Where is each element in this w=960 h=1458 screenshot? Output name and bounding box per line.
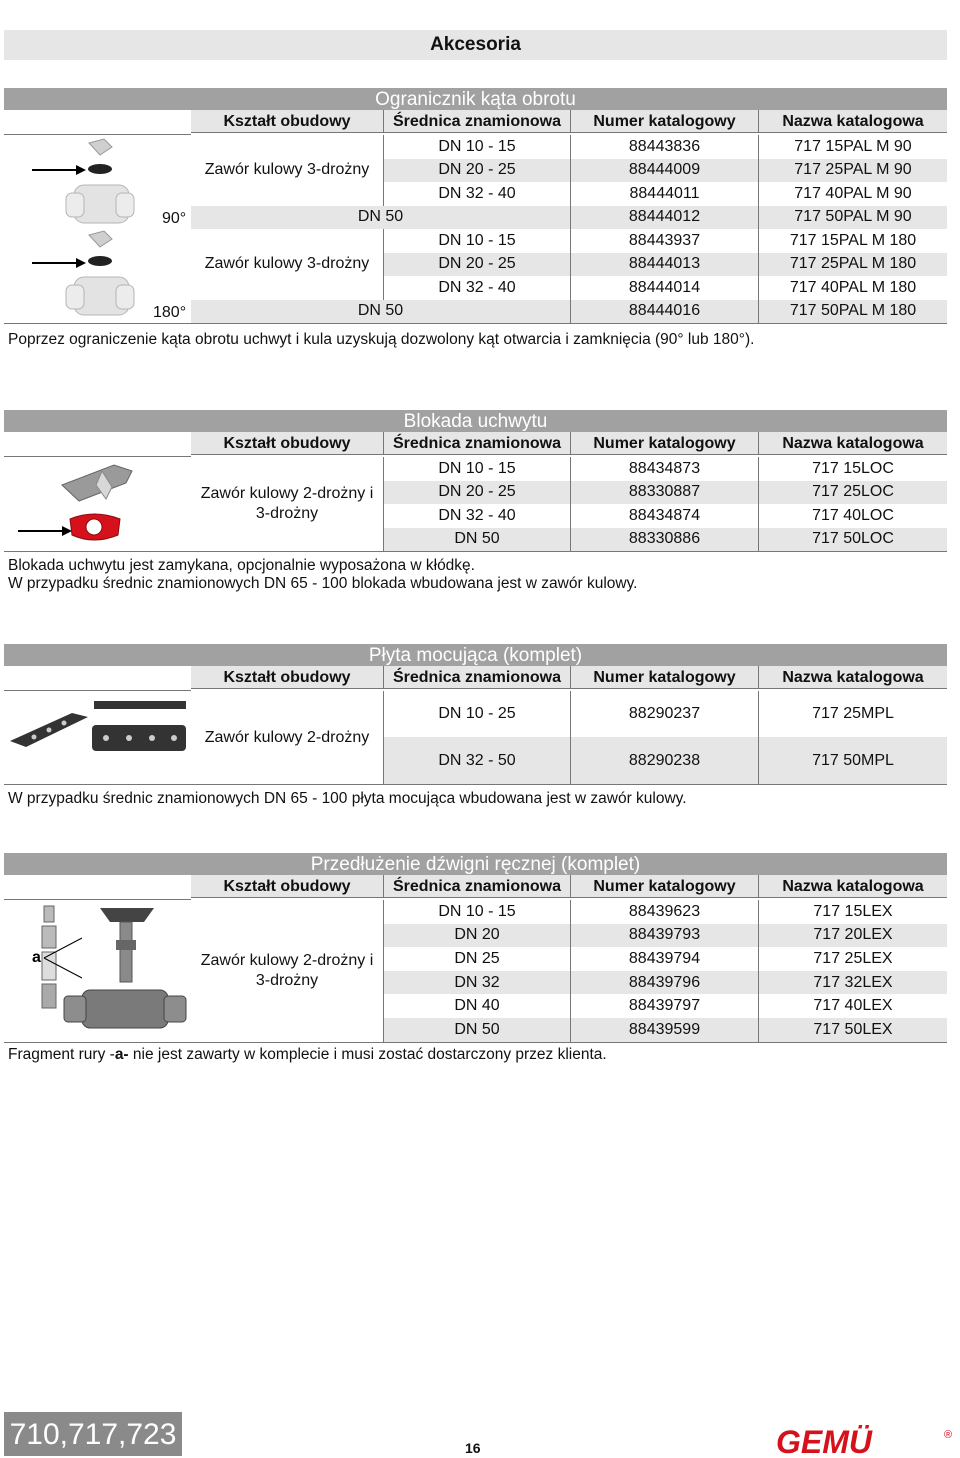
header-catalog-number: Numer katalogowy bbox=[570, 875, 758, 898]
header-catalog-name: Nazwa katalogowa bbox=[758, 432, 947, 455]
header-diameter: Średnica znamionowa bbox=[383, 875, 570, 898]
catalog-number-cell: 88434873 bbox=[570, 457, 758, 481]
catalog-name-cell: 717 25PAL M 90 bbox=[758, 159, 947, 183]
header-diameter: Średnica znamionowa bbox=[383, 666, 570, 689]
note-mounting-plate: W przypadku średnic znamionowych DN 65 - 100 płyta mocująca wbudowana jest w zawór kulowy. bbox=[8, 790, 687, 807]
diameter-cell: DN 10 - 15 bbox=[383, 229, 570, 253]
image-label-a: a bbox=[32, 949, 41, 966]
diameter-cell: DN 20 bbox=[383, 924, 570, 948]
catalog-number-cell: 88439793 bbox=[570, 924, 758, 948]
catalog-number-cell: 88434874 bbox=[570, 504, 758, 528]
header-shape: Kształt obudowy bbox=[191, 110, 383, 133]
diameter-cell: DN 20 - 25 bbox=[383, 159, 570, 183]
note-angle-limiter: Poprzez ograniczenie kąta obrotu uchwyt i kula uzyskują dozwolony kąt otwarcia i zamknięcia (90° lub 180°). bbox=[8, 331, 755, 348]
catalog-name-cell: 717 15PAL M 180 bbox=[758, 229, 947, 253]
catalog-number-cell: 88439794 bbox=[570, 947, 758, 971]
diameter-cell: DN 20 - 25 bbox=[383, 481, 570, 505]
section-mounting-plate bbox=[4, 644, 947, 785]
diameter-cell: DN 50 bbox=[191, 300, 570, 324]
angle-label-180: 180° bbox=[153, 304, 187, 321]
section-lever-extension bbox=[4, 853, 947, 1043]
housing-shape-cell: Zawór kulowy 3-drożny bbox=[204, 255, 370, 273]
catalog-number-cell: 88443836 bbox=[570, 135, 758, 159]
header-catalog-number: Numer katalogowy bbox=[570, 110, 758, 133]
note-lever-extension bbox=[8, 1046, 607, 1064]
catalog-number-cell: 88439623 bbox=[570, 900, 758, 924]
diameter-cell: DN 32 bbox=[383, 971, 570, 995]
section-title: Ogranicznik kąta obrotu bbox=[4, 88, 947, 110]
table-lever-extension bbox=[4, 875, 947, 1043]
catalog-number-cell: 88439797 bbox=[570, 994, 758, 1018]
diameter-cell: DN 32 - 50 bbox=[383, 737, 570, 784]
header-catalog-name: Nazwa katalogowa bbox=[758, 666, 947, 689]
catalog-name-cell: 717 40LEX bbox=[758, 994, 947, 1018]
catalog-name-cell: 717 50MPL bbox=[758, 737, 947, 784]
lever-extension-drawing bbox=[4, 900, 191, 1041]
diameter-cell: DN 25 bbox=[383, 947, 570, 971]
handle-lock-drawing bbox=[4, 457, 191, 551]
catalog-number-cell: 88330887 bbox=[570, 481, 758, 505]
header-catalog-name: Nazwa katalogowa bbox=[758, 110, 947, 133]
header-shape: Kształt obudowy bbox=[191, 432, 383, 455]
catalog-name-cell: 717 40PAL M 90 bbox=[758, 182, 947, 206]
catalog-number-cell: 88444013 bbox=[570, 253, 758, 277]
diameter-cell: DN 10 - 15 bbox=[383, 135, 570, 159]
section-title: Płyta mocująca (komplet) bbox=[4, 644, 947, 666]
registered-mark: ® bbox=[944, 1429, 953, 1441]
catalog-name-cell: 717 50LEX bbox=[758, 1018, 947, 1042]
section-title: Blokada uchwytu bbox=[4, 410, 947, 432]
note-part-bold: a- bbox=[114, 1046, 129, 1063]
section-title: Przedłużenie dźwigni ręcznej (komplet) bbox=[4, 853, 947, 875]
catalog-name-cell: 717 40PAL M 180 bbox=[758, 276, 947, 300]
catalog-number-cell: 88444009 bbox=[570, 159, 758, 183]
catalog-name-cell: 717 20LEX bbox=[758, 924, 947, 948]
diameter-cell: DN 10 - 25 bbox=[383, 691, 570, 737]
housing-shape-cell: Zawór kulowy 3-drożny bbox=[204, 161, 370, 179]
catalog-name-cell: 717 15PAL M 90 bbox=[758, 135, 947, 159]
section-angle-limiter bbox=[4, 88, 947, 324]
catalog-name-cell: 717 40LOC bbox=[758, 504, 947, 528]
note-handle-lock-1: Blokada uchwytu jest zamykana, opcjonalnie wyposażona w kłódkę. bbox=[8, 557, 475, 574]
catalog-name-cell: 717 25PAL M 180 bbox=[758, 253, 947, 277]
catalog-name-cell: 717 50PAL M 180 bbox=[758, 300, 947, 324]
page-number: 16 bbox=[465, 1440, 481, 1456]
housing-shape-cell: Zawór kulowy 2-drożny i 3-drożny bbox=[200, 951, 374, 989]
diameter-cell: DN 50 bbox=[191, 206, 570, 230]
gemu-logo bbox=[776, 1424, 956, 1458]
header-catalog-number: Numer katalogowy bbox=[570, 432, 758, 455]
table-mounting-plate bbox=[4, 666, 947, 785]
diameter-cell: DN 50 bbox=[383, 528, 570, 552]
mounting-plate-drawing bbox=[4, 691, 191, 784]
diameter-cell: DN 50 bbox=[383, 1018, 570, 1042]
header-diameter: Średnica znamionowa bbox=[383, 110, 570, 133]
diameter-cell: DN 32 - 40 bbox=[383, 504, 570, 528]
catalog-number-cell: 88290238 bbox=[570, 737, 758, 784]
mounting-plate-image bbox=[4, 691, 191, 784]
note-part: Fragment rury - bbox=[8, 1046, 115, 1063]
catalog-name-cell: 717 32LEX bbox=[758, 971, 947, 995]
diameter-cell: DN 20 - 25 bbox=[383, 253, 570, 277]
note-part: nie jest zawarty w komplecie i musi zostać dostarczony przez klienta. bbox=[128, 1046, 607, 1063]
catalog-name-cell: 717 50LOC bbox=[758, 528, 947, 552]
catalog-name-cell: 717 15LEX bbox=[758, 900, 947, 924]
catalog-number-cell: 88444016 bbox=[570, 300, 758, 324]
product-code-badge: 710,717,723 bbox=[4, 1412, 182, 1456]
header-catalog-number: Numer katalogowy bbox=[570, 666, 758, 689]
lever-extension-image bbox=[4, 900, 191, 1042]
diameter-cell: DN 32 - 40 bbox=[383, 182, 570, 206]
catalog-name-cell: 717 25LEX bbox=[758, 947, 947, 971]
catalog-name-cell: 717 25MPL bbox=[758, 691, 947, 737]
header-shape: Kształt obudowy bbox=[191, 666, 383, 689]
page-title: Akcesoria bbox=[4, 30, 947, 60]
catalog-number-cell: 88290237 bbox=[570, 691, 758, 737]
diameter-cell: DN 10 - 15 bbox=[383, 457, 570, 481]
angle-label-90: 90° bbox=[162, 210, 187, 227]
note-handle-lock-2: W przypadku średnic znamionowych DN 65 - 100 blokada wbudowana jest w zawór kulowy. bbox=[8, 575, 638, 592]
catalog-name-cell: 717 50PAL M 90 bbox=[758, 206, 947, 230]
header-diameter: Średnica znamionowa bbox=[383, 432, 570, 455]
section-handle-lock bbox=[4, 410, 947, 552]
diameter-cell: DN 40 bbox=[383, 994, 570, 1018]
catalog-number-cell: 88444014 bbox=[570, 276, 758, 300]
housing-shape-cell: Zawór kulowy 2-drożny bbox=[204, 728, 370, 746]
header-shape: Kształt obudowy bbox=[191, 875, 383, 898]
handle-lock-image bbox=[4, 457, 191, 551]
catalog-number-cell: 88439796 bbox=[570, 971, 758, 995]
catalog-name-cell: 717 15LOC bbox=[758, 457, 947, 481]
diameter-cell: DN 10 - 15 bbox=[383, 900, 570, 924]
catalog-number-cell: 88439599 bbox=[570, 1018, 758, 1042]
catalog-name-cell: 717 25LOC bbox=[758, 481, 947, 505]
catalog-number-cell: 88330886 bbox=[570, 528, 758, 552]
header-catalog-name: Nazwa katalogowa bbox=[758, 875, 947, 898]
diameter-cell: DN 32 - 40 bbox=[383, 276, 570, 300]
table-angle-limiter bbox=[4, 110, 947, 324]
logo-text: GEMÜ bbox=[776, 1424, 872, 1458]
catalog-number-cell: 88444012 bbox=[570, 206, 758, 230]
housing-shape-cell: Zawór kulowy 2-drożny i 3-drożny bbox=[200, 485, 374, 522]
catalog-number-cell: 88443937 bbox=[570, 229, 758, 253]
table-handle-lock bbox=[4, 432, 947, 552]
catalog-number-cell: 88444011 bbox=[570, 182, 758, 206]
